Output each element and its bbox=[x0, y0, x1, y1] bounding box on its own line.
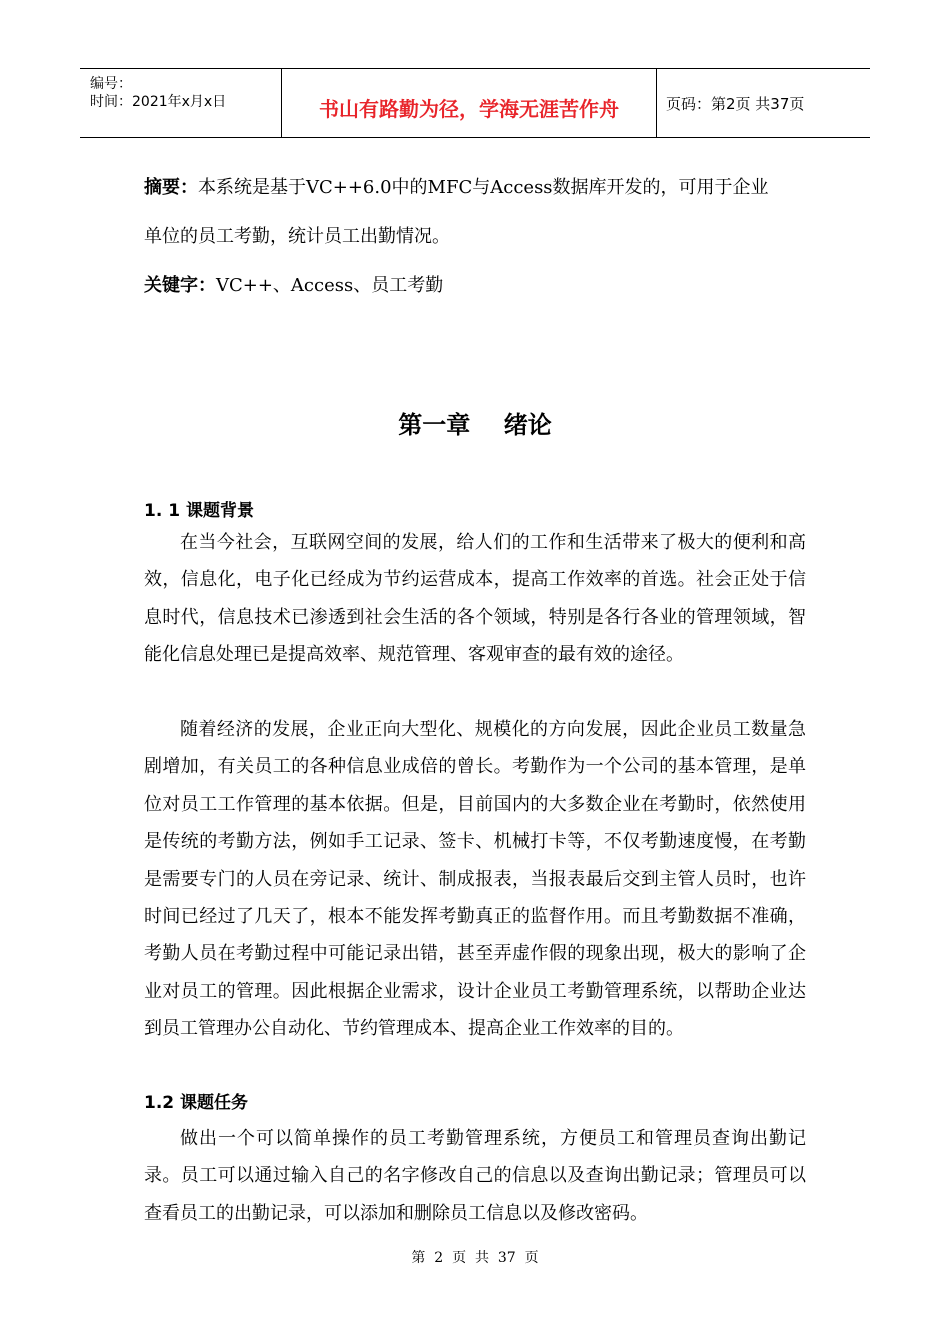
paragraph-background-1: 在当今社会，互联网空间的发展，给人们的工作和生活带来了极大的便利和高效，信息化，电子化已经成为节约运营成本，提高工作效率的首选。社会正处于信息时代，信息技术已渗透到社会生活的各个领域，特别是各行各业的管理领域，智能化信息处理已是提高效率、规范管理、客观审查的最有效的途径。 bbox=[144, 532, 806, 666]
section-heading-1-2: 1.2 课题任务 bbox=[144, 1093, 249, 1113]
header-page-cell bbox=[656, 69, 870, 137]
header-motto: 书山有路勤为径，学海无涯苦作舟 bbox=[319, 97, 619, 121]
header-info-cell bbox=[80, 69, 281, 137]
abstract-text-1: 本系统是基于VC++6.0中的MFC与Access数据库开发的，可用于企业 bbox=[198, 177, 769, 198]
chapter-title: 第一章 绪论 bbox=[398, 411, 552, 439]
keywords-line bbox=[144, 271, 443, 297]
header-page-number: 页码：第2页 共37页 bbox=[666, 95, 805, 113]
keywords-text: VC++、Access、员工考勤 bbox=[216, 275, 444, 296]
header-motto-cell bbox=[281, 69, 657, 137]
page-footer: 第 2 页 共 37 页 bbox=[411, 1250, 539, 1266]
paragraph-task: 做出一个可以简单操作的员工考勤管理系统，方便员工和管理员查询出勤记录。员工可以通过输入自己的名字修改自己的信息以及查询出勤记录；管理员可以查看员工的出勤记录，可以添加和删除员工信息以及修改密码。 bbox=[144, 1128, 806, 1224]
page-header-table bbox=[80, 68, 870, 138]
abstract-text-2: 单位的员工考勤，统计员工出勤情况。 bbox=[144, 226, 450, 247]
paragraph-background-2: 随着经济的发展，企业正向大型化、规模化的方向发展，因此企业员工数量急剧增加，有关员工的各种信息业成倍的曾长。考勤作为一个公司的基本管理，是单位对员工工作管理的基本依据。但是，目前国内的大多数企业在考勤时，依然使用是传统的考勤方法，例如手工记录、签卡、机械打卡等，不仅考勤速度慢，在考勤是需要专门的人员在旁记录、统计、制成报表，当报表最后交到主管人员时，也许时间已经过了几天了，根本不能发挥考勤真正的监督作用。而且考勤数据不准确，考勤人员在考勤过程中可能记录出错，甚至弄虚作假的现象出现，极大的影响了企业对员工的管理。因此根据企业需求，设计企业员工考勤管理系统，以帮助企业达到员工管理办公自动化、节约管理成本、提高企业工作效率的目的。 bbox=[144, 719, 806, 1040]
section-heading-1-1: 1. 1 课题背景 bbox=[144, 501, 254, 521]
abstract-label: 摘要： bbox=[144, 177, 198, 198]
abstract-line-1 bbox=[144, 173, 769, 199]
document-time-label: 时间：2021年x月x日 bbox=[90, 94, 227, 110]
keywords-label: 关键字： bbox=[144, 275, 216, 296]
document-number-label: 编号： bbox=[90, 76, 132, 92]
